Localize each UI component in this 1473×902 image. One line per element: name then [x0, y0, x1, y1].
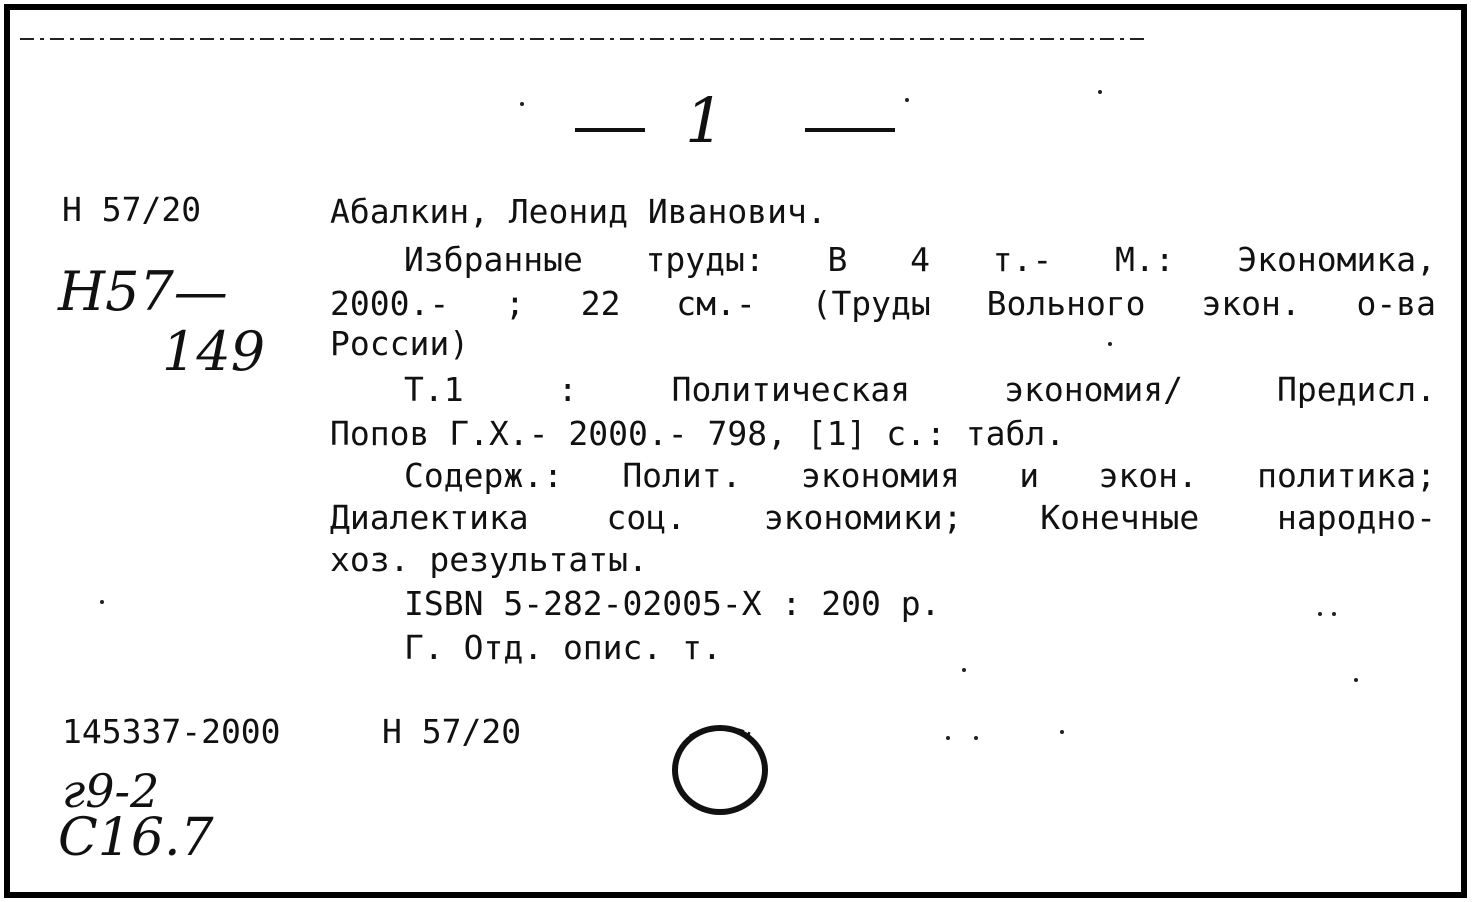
scan-speck — [946, 736, 950, 740]
handwritten-note-line2: С16.7 — [58, 808, 214, 868]
isbn-price: ISBN 5-282-02005-X : 200 р. — [404, 584, 941, 623]
page-number: 1 — [685, 84, 725, 157]
volume-line-1: Т.1 : Политическая экономия/ Предисл. — [404, 370, 1436, 409]
punch-hole-icon — [660, 712, 780, 822]
top-dashed-rule — [20, 34, 1150, 44]
handwritten-shelf-mark-line1: Н57— — [58, 260, 228, 323]
scan-speck — [1098, 90, 1102, 94]
left-dash — [575, 118, 695, 138]
title-line-3: России) — [330, 324, 470, 363]
scan-speck — [962, 668, 966, 672]
contents-line-2: Диалектика соц. экономики; Конечные народно- — [330, 498, 1436, 537]
scan-speck — [1108, 342, 1112, 346]
handwritten-note-line1: г9-2 — [62, 764, 160, 818]
scan-speck — [905, 98, 909, 102]
handwritten-shelf-mark-line2: 149 — [162, 320, 266, 383]
volume-line-2: Попов Г.Х.- 2000.- 798, [1] с.: табл. — [330, 414, 1066, 453]
scan-speck — [100, 600, 104, 604]
shelf-mark-bottom: Н 57/20 — [382, 712, 522, 751]
scan-speck — [974, 736, 978, 740]
inventory-number: 145337-2000 — [62, 712, 281, 751]
contents-line-3: хоз. результаты. — [330, 540, 648, 579]
right-dash — [805, 118, 905, 138]
scan-speck — [1354, 678, 1358, 682]
contents-line-1: Содерж.: Полит. экономия и экон. политика; — [404, 456, 1436, 495]
title-line-1: Избранные труды: В 4 т.- М.: Экономика, — [404, 240, 1436, 279]
title-line-2: 2000.- ; 22 см.- (Труды Вольного экон. о-ва — [330, 284, 1436, 323]
author-heading: Абалкин, Леонид Иванович. — [330, 192, 827, 231]
scan-speck — [1332, 612, 1336, 616]
scan-speck — [1318, 612, 1322, 616]
scan-speck — [520, 102, 524, 106]
scan-speck — [1060, 730, 1064, 734]
shelf-mark: Н 57/20 — [62, 190, 202, 229]
location-note: Г. Отд. опис. т. — [404, 628, 722, 667]
